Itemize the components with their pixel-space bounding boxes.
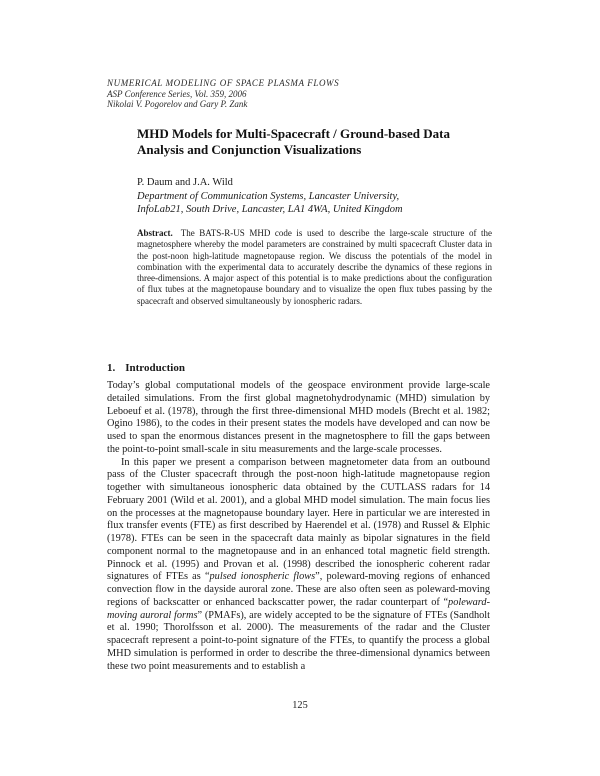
conference-series: ASP Conference Series, Vol. 359, 2006 bbox=[107, 88, 247, 99]
section-number: 1. bbox=[107, 362, 116, 374]
author-block bbox=[137, 176, 497, 217]
emphasis-pmaf: poleward-moving auroral forms bbox=[107, 596, 490, 621]
title-line-1: MHD Models for Multi-Spacecraft / Ground-based Data bbox=[137, 126, 450, 141]
abstract bbox=[137, 228, 492, 307]
emphasis-pulsed-flows: pulsed ionospheric flows bbox=[209, 571, 316, 583]
editors: Nikolai V. Pogorelov and Gary P. Zank bbox=[107, 99, 248, 110]
affiliation-line-2: InfoLab21, South Drive, Lancaster, LA1 4WA, United Kingdom bbox=[137, 204, 403, 215]
paper-title bbox=[137, 126, 497, 158]
title-line-2: Analysis and Conjunction Visualizations bbox=[137, 142, 362, 157]
author-names: P. Daum and J.A. Wild bbox=[137, 177, 233, 188]
paragraph-1: Today’s global computational models of the geospace environment provide large-scale detailed simulations. From the first global magnetohydrodynamic (MHD) simulation by Leboeuf et al. (1978), through the first three-dimensional MHD models (Brecht et al. 1982; Ogino 1986), to the codes in their present states the models have developed and can now be used to span the enormous distances present in the magnetosphere to fill the gaps between the point-to-point small-scale in situ measurements and the large-scale processes. bbox=[107, 380, 490, 455]
section-heading bbox=[107, 362, 185, 374]
affiliation-line-1: Department of Communication Systems, Lancaster University, bbox=[137, 190, 400, 202]
running-header bbox=[107, 78, 497, 110]
section-title: Introduction bbox=[125, 362, 185, 374]
abstract-label: Abstract. bbox=[137, 228, 173, 238]
paragraph-2: In this paper we present a comparison between magnetometer data from an outbound pass of the Cluster spacecraft through the post-noon high-latitude magnetopause region together with simultaneous ionospheric data obtained by the CUTLASS radars for 14 February 2001 (Wild et al. 2001), and a global MHD model simulation. The main focus lies on the processes at the magnetopause boundary layer. Here in particular we are interested in flux transfer events (FTE) as first described by Haerendel et al. (1978) and Russel & Elphic (1978). FTEs can be seen in the spacecraft data mainly as bipolar signatures in the field component normal to the magnetopause and in an enhanced total magnetic field strength. Pinnock et al. (1995) and Provan et al. (1998) described the ionospheric coherent radar signatures of FTEs as “pulsed ionospheric flows”, poleward-moving regions of enhanced convection flow in the dayside auroral zone. These are also often seen as poleward-moving regions of backscatter or enhanced backscatter power, the radar counterpart of “poleward-moving auroral forms” (PMAFs), are widely accepted to be the signature of FTEs (Sandholt et al. 1990; Thorolfsson et al. 2000). The measurements of the radar and the Cluster spacecraft represent a point-to-point signature of the FTEs, to quantify the process a global MHD simulation is performed in order to describe the three-dimensional dynamics between these two point measurements and to establish a bbox=[107, 456, 490, 672]
page-number: 125 bbox=[292, 700, 308, 711]
series-title: NUMERICAL MODELING OF SPACE PLASMA FLOWS bbox=[107, 78, 340, 88]
body-text bbox=[107, 380, 490, 673]
abstract-text: The BATS-R-US MHD code is used to describe the large-scale structure of the magnetosphere whereby the model parameters are constrained by multi spacecraft Cluster data in the post-noon high-latitude magnetopause region. We discuss the potentials of the model in combination with the experimental data to accurately describe the dynamics of these regions in three-dimensions. A major aspect of this potential is to make predictions about the configuration of flux tubes at the magnetopause boundary and to visualize the open flux tubes passing by the spacecraft and observed simultaneously by ionospheric radars. bbox=[137, 228, 492, 306]
